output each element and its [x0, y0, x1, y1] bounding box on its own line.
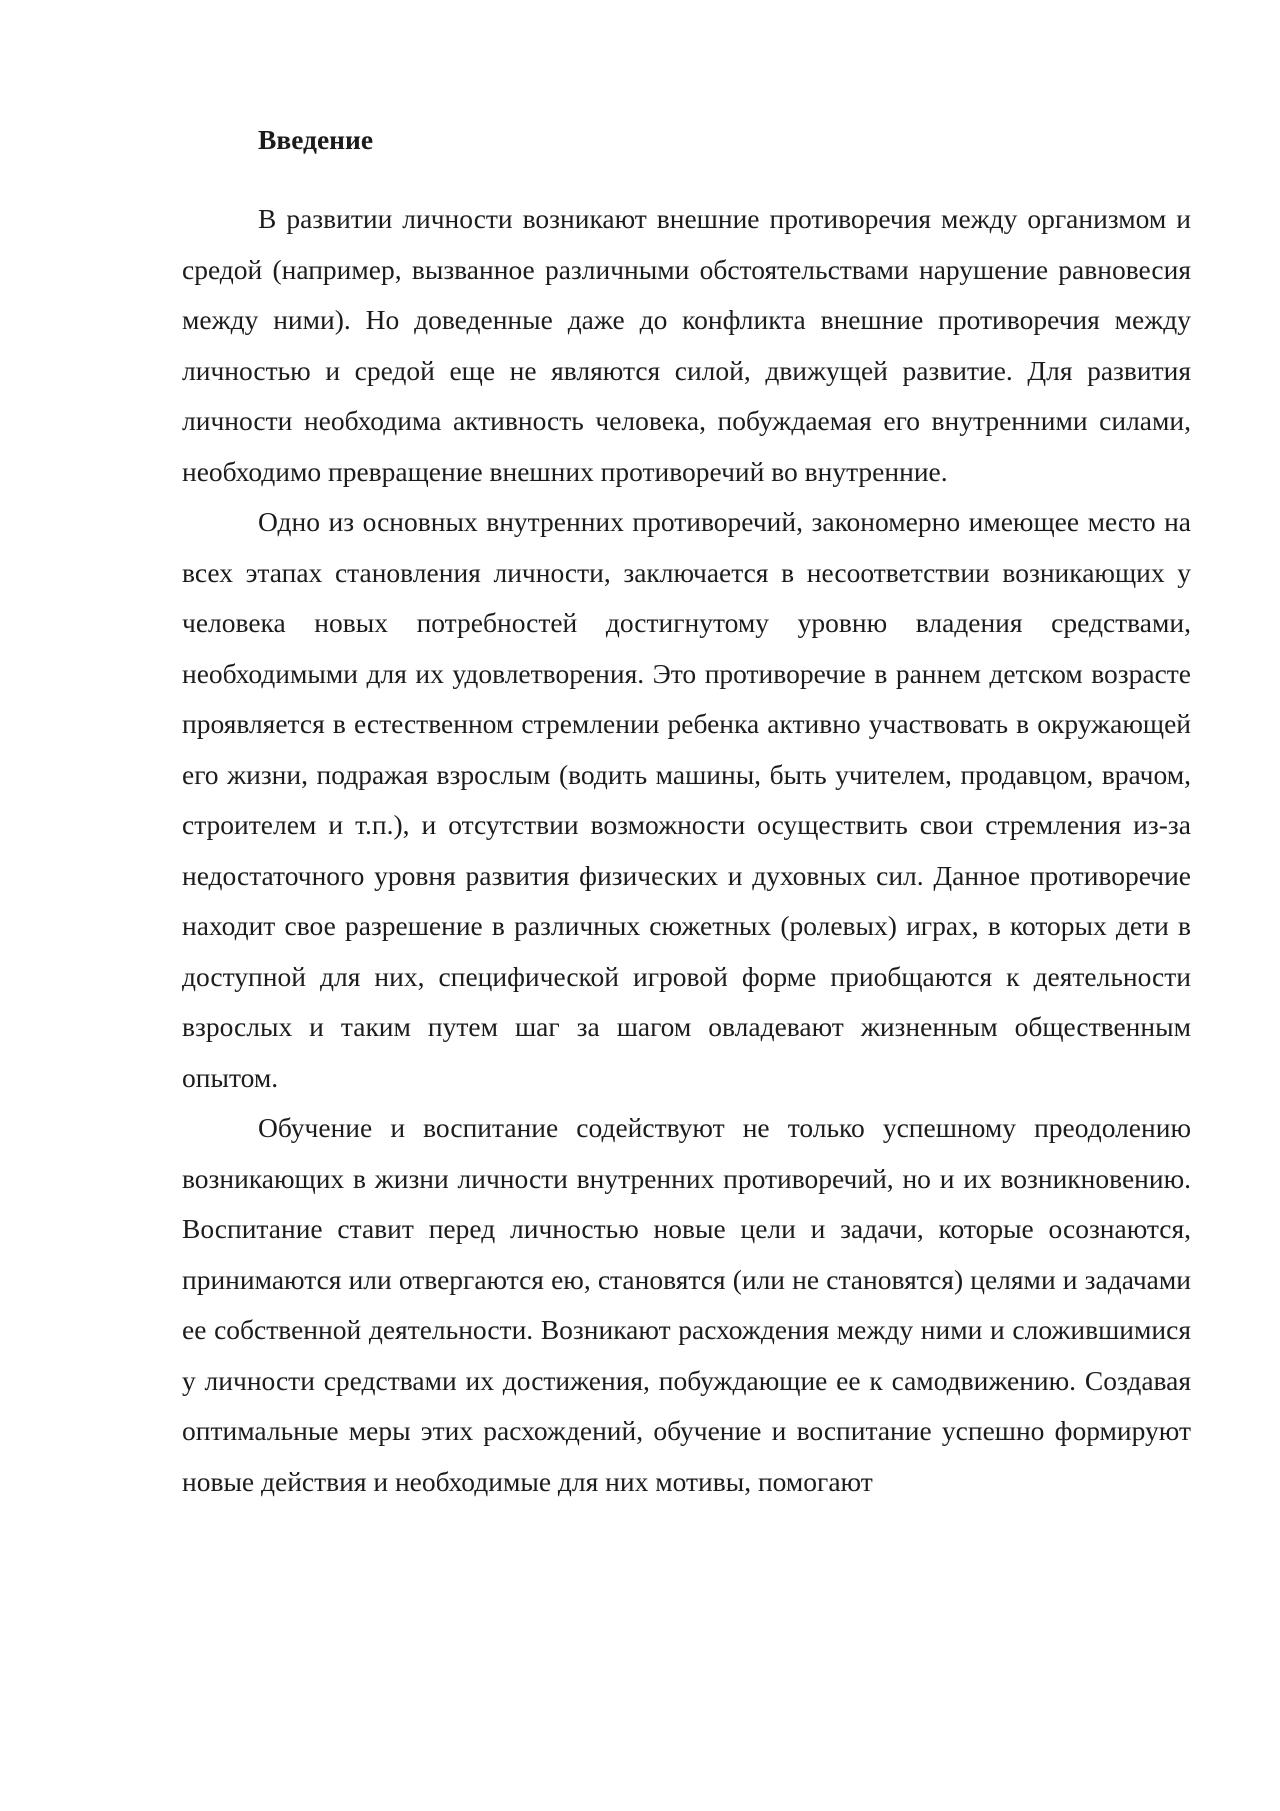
section-heading: Введение: [258, 124, 374, 155]
paragraph-1: В развитии личности возникают внешние противоречия между организмом и средой (например, вызванное различными обстоятельствами нарушение равновесия между ними). Но доведенные даже до конфликта внешние противоречия между личностью и средой еще не являются силой, движущей развитие. Для развития личности необходима активность человека, побуждаемая его внутренними силами, необходимо превращение внешних противоречий во внутренние.: [182, 203, 1191, 487]
paragraph-2: Одно из основных внутренних противоречий, закономерно имеющее место на всех этапах становления личности, заключается в несоответствии возникающих у человека новых потребностей достигнутому уровню владения средствами, необходимыми для их удовлетворения. Это противоречие в раннем детском возрасте проявляется в естественном стремлении ребенка активно участвовать в окружающей его жизни, подражая взрослым (водить машины, быть учителем, продавцом, врачом, строителем и т.п.), и отсутствии возможности осуществить свои стремления из-за недостаточного уровня развития физических и духовных сил. Данное противоречие находит свое разрешение в различных сюжетных (ролевых) играх, в которых дети в доступной для них, специфической игровой форме приобщаются к деятельности взрослых и таким путем шаг за шагом овладевают жизненным общественным опытом.: [182, 506, 1191, 1093]
paragraph-3: Обучение и воспитание содействуют не только успешному преодолению возникающих в жизни личности внутренних противоречий, но и их возникновению. Воспитание ставит перед личностью новые цели и задачи, которые осознаются, принимаются или отвергаются ею, становятся (или не становятся) целями и задачами ее собственной деятельности. Возникают расхождения между ними и сложившимися у личности средствами их достижения, побуждающие ее к самодвижению. Создавая оптимальные меры этих расхождений, обучение и воспитание успешно формируют новые действия и необходимые для них мотивы, помогают: [182, 1112, 1191, 1497]
document-body: [182, 118, 1191, 1507]
